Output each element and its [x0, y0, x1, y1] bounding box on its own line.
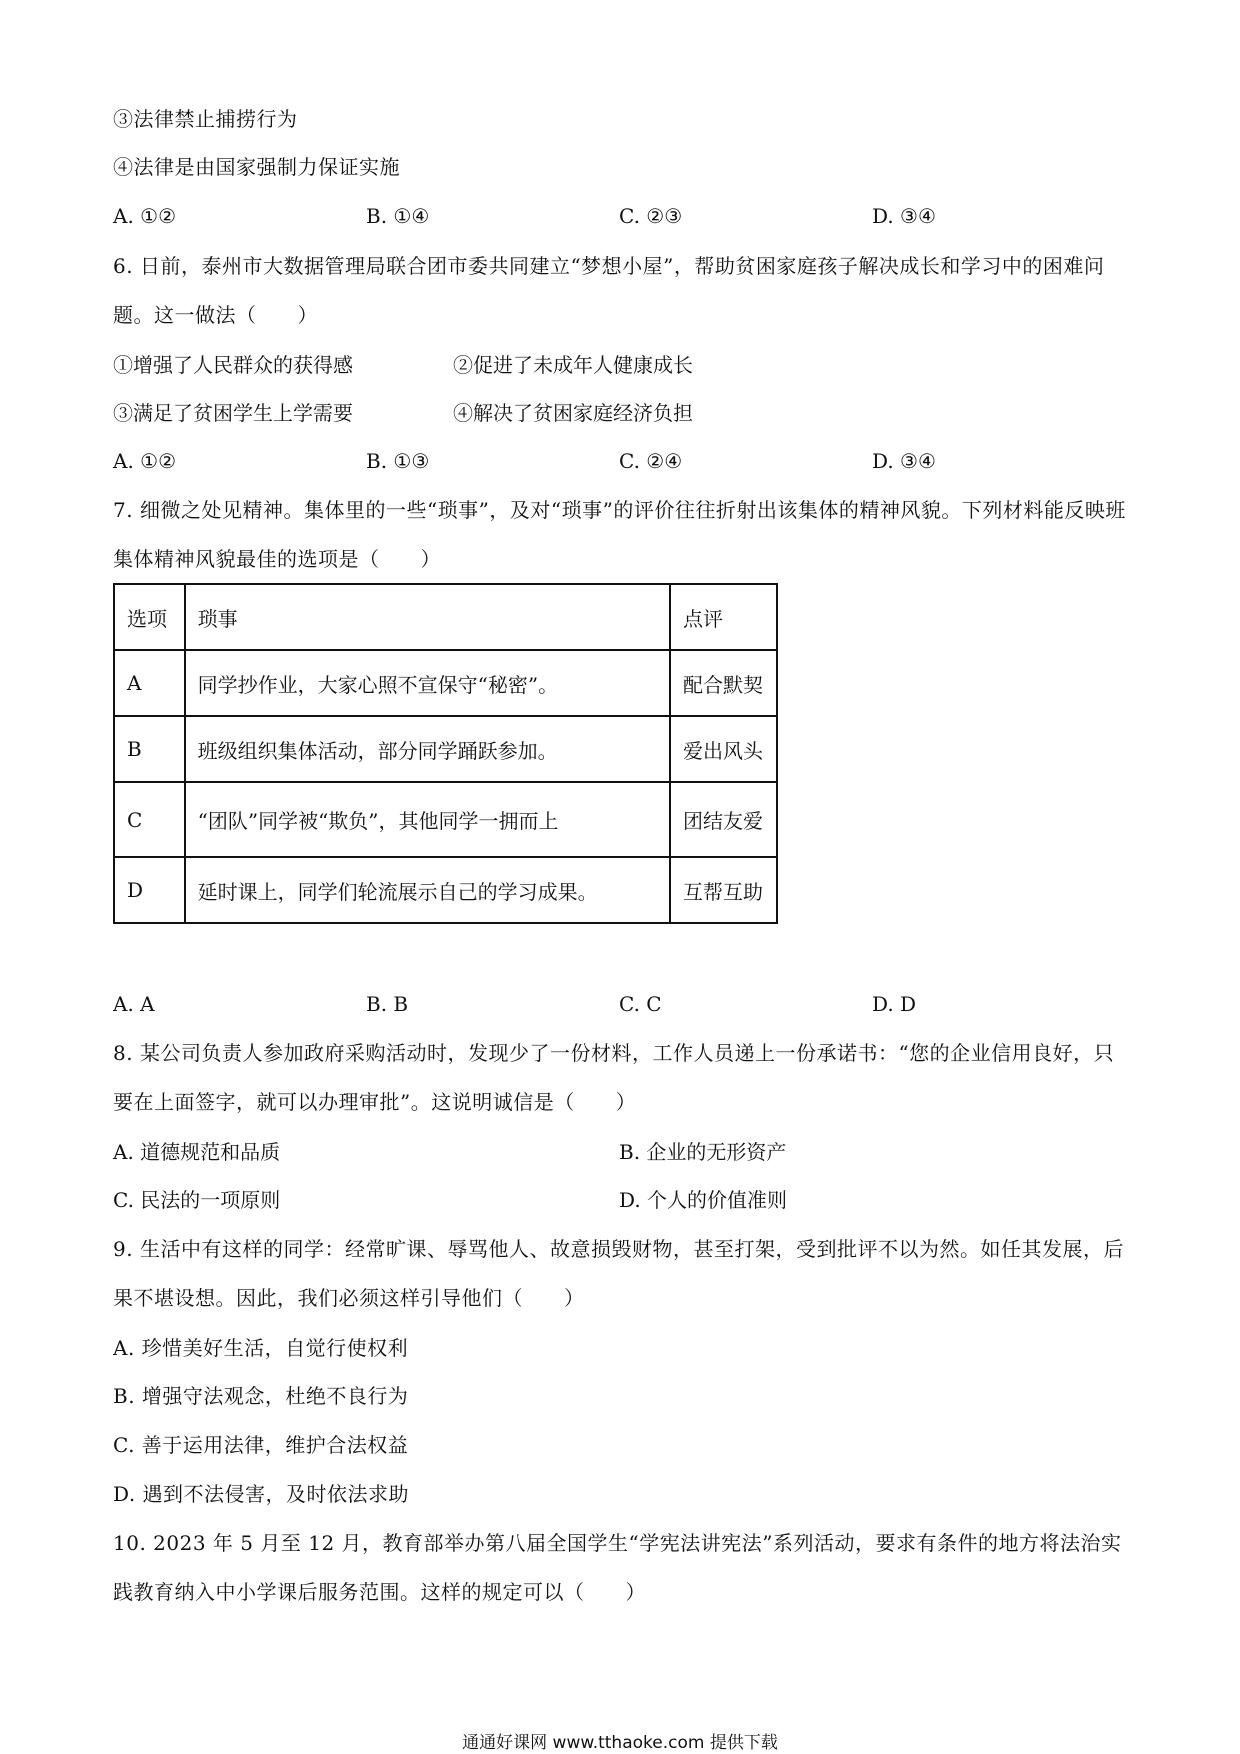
page-footer: 通通好课网 www.tthaoke.com 提供下载 [462, 1733, 778, 1753]
table-row [114, 782, 777, 857]
table-row [114, 650, 777, 716]
q8-choice-c[interactable]: C. 民法的一项原则 [113, 1188, 281, 1212]
table-cell-event: 班级组织集体活动，部分同学踊跃参加。 [185, 716, 670, 782]
q9-choice-d[interactable]: D. 遇到不法侵害，及时依法求助 [113, 1482, 410, 1506]
q7-choice-d[interactable]: D. D [872, 992, 917, 1016]
q6-stem: 6. 日前，泰州市大数据管理局联合团市委共同建立“梦想小屋”，帮助贫困家庭孩子解决成长和学习中的困难问题。这一做法（ ） [113, 254, 1105, 327]
table-cell-comment: 爱出风头 [670, 716, 777, 782]
q6-choice-b[interactable]: B. ①③ [366, 449, 430, 473]
table-header-cell: 琐事 [185, 584, 670, 650]
q6-options-row2 [113, 399, 1128, 427]
table-cell-comment: 团结友爱 [670, 782, 777, 857]
table-cell-comment: 配合默契 [670, 650, 777, 716]
q9-choice-a[interactable]: A. 珍惜美好生活，自觉行使权利 [113, 1336, 409, 1360]
q6-choice-a[interactable]: A. ①② [113, 449, 177, 473]
q8-choice-a[interactable]: A. 道德规范和品质 [113, 1140, 281, 1164]
table-header-cell: 选项 [114, 584, 185, 650]
q6-options-row1 [113, 351, 1128, 379]
q6-choice-c[interactable]: C. ②④ [619, 449, 683, 473]
q6-option-1: ①增强了人民群众的获得感 [113, 353, 353, 377]
table-cell-event: 延时课上，同学们轮流展示自己的学习成果。 [185, 857, 670, 923]
table-header-row [114, 584, 777, 650]
table-row [114, 716, 777, 782]
q9-stem: 9. 生活中有这样的同学：经常旷课、辱骂他人、故意损毁财物，甚至打架，受到批评不以为然。如任其发展，后果不堪设想。因此，我们必须这样引导他们（ ） [113, 1237, 1124, 1310]
q9-choice-b[interactable]: B. 增强守法观念，杜绝不良行为 [113, 1384, 409, 1408]
q5-choice-c[interactable]: C. ②③ [619, 204, 683, 228]
q6-choice-d[interactable]: D. ③④ [872, 449, 936, 473]
table-cell-option: C [114, 782, 185, 857]
q7-choice-c[interactable]: C. C [619, 992, 662, 1016]
table-cell-option: B [114, 716, 185, 782]
table-cell-event: “团队”同学被“欺负”，其他同学一拥而上 [185, 782, 670, 857]
q5-choice-a[interactable]: A. ①② [113, 204, 177, 228]
q5-choices [113, 202, 1128, 230]
q5-option-3: ③法律禁止捕捞行为 [113, 107, 298, 131]
q7-table [113, 583, 778, 924]
q7-choices [113, 990, 1128, 1018]
table-header-cell: 点评 [670, 584, 777, 650]
table-cell-event: 同学抄作业，大家心照不宣保守“秘密”。 [185, 650, 670, 716]
q5-choice-b[interactable]: B. ①④ [366, 204, 430, 228]
q5-option-4: ④法律是由国家强制力保证实施 [113, 155, 400, 179]
q6-option-3: ③满足了贫困学生上学需要 [113, 401, 353, 425]
q10-stem: 10. 2023 年 5 月至 12 月，教育部举办第八届全国学生“学宪法讲宪法”系列活动，要求有条件的地方将法治实践教育纳入中小学课后服务范围。这样的规定可以（ ） [113, 1531, 1122, 1604]
table-cell-option: A [114, 650, 185, 716]
q6-choices [113, 447, 1128, 475]
q7-stem: 7. 细微之处见精神。集体里的一些“琐事”，及对“琐事”的评价往往折射出该集体的精神风貌。下列材料能反映班集体精神风貌最佳的选项是（ ） [113, 498, 1126, 571]
q8-choice-b[interactable]: B. 企业的无形资产 [619, 1140, 787, 1164]
q8-choices-row1 [113, 1138, 1128, 1166]
table-row [114, 857, 777, 923]
q7-choice-a[interactable]: A. A [113, 992, 155, 1016]
q8-choices-row2 [113, 1186, 1128, 1214]
table-cell-comment: 互帮互助 [670, 857, 777, 923]
q7-choice-b[interactable]: B. B [366, 992, 409, 1016]
q8-choice-d[interactable]: D. 个人的价值准则 [619, 1188, 788, 1212]
q6-option-4: ④解决了贫困家庭经济负担 [453, 401, 693, 425]
q9-choice-c[interactable]: C. 善于运用法律，维护合法权益 [113, 1433, 409, 1457]
table-cell-option: D [114, 857, 185, 923]
q8-stem: 8. 某公司负责人参加政府采购活动时，发现少了一份材料，工作人员递上一份承诺书：“您的企业信用良好，只要在上面签字，就可以办理审批”。这说明诚信是（ ） [113, 1041, 1115, 1114]
q6-option-2: ②促进了未成年人健康成长 [453, 353, 693, 377]
q5-choice-d[interactable]: D. ③④ [872, 204, 936, 228]
